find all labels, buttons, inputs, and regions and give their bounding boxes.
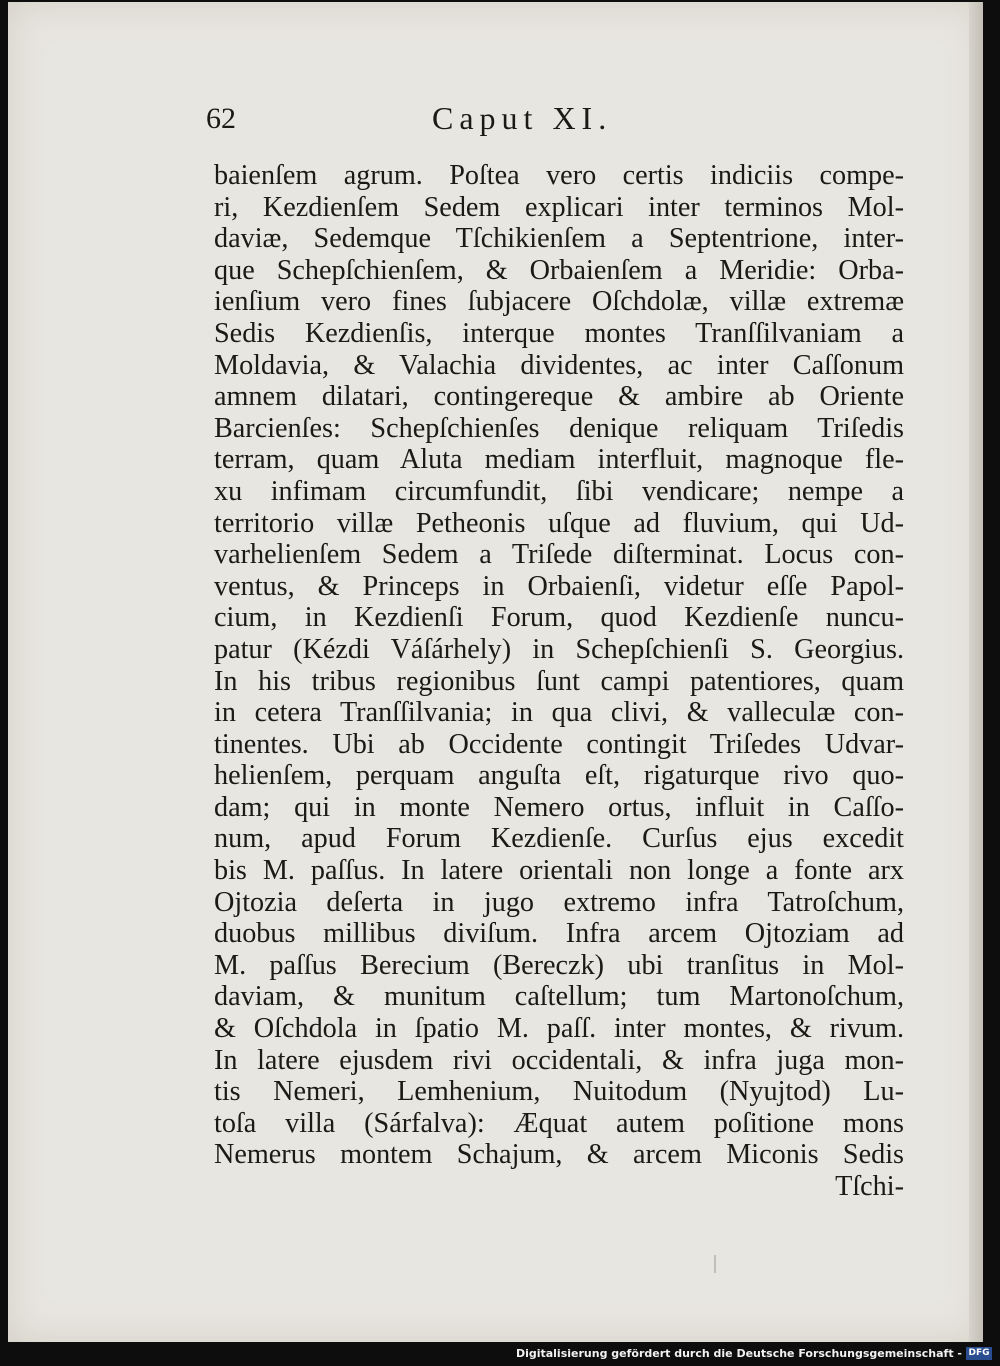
text-line: varhelienſem Sedem a Triſede diſterminat. Locus con- [214,539,904,571]
text-line: Nemerus montem Schajum, & arcem Miconis Sedis [214,1139,904,1171]
text-line: M. paſſus Berecium (Bereczk) ubi tranſitus in Mol- [214,949,904,981]
digitization-footer [0,1342,1000,1366]
text-line: tis Nemeri, Lemhenium, Nuitodum (Nyujtod) Lu- [214,1076,904,1108]
text-line: & Oſchdola in ſpatio M. paſſ. inter montes, & rivum. [214,1013,904,1045]
text-line: duobus millibus diviſum. Infra arcem Ojtoziam ad [214,918,904,950]
text-line: territorio villæ Petheonis uſque ad fluvium, qui Ud- [214,507,904,539]
text-line: bis M. paſſus. In latere orientali non longe a fonte arx [214,855,904,887]
text-line: Ojtozia deſerta in jugo extremo infra Tatroſchum, [214,886,904,918]
catchword: Tſchi- [835,1171,904,1202]
text-line: toſa villa (Sárfalva): Æquat autem poſitione mons [214,1107,904,1139]
text-line: helienſem, perquam anguſta eſt, rigaturque rivo quo- [214,760,904,792]
text-line: In his tribus regionibus ſunt campi patentiores, quam [214,665,904,697]
text-line: ienſium vero fines ſubjacere Oſchdolæ, villæ extremæ [214,286,904,318]
text-line: Barcienſes: Schepſchienſes denique reliquam Triſedis [214,412,904,444]
text-line: xu infimam circumfundit, ſibi vendicare; nempe a [214,475,904,507]
text-line: baienſem agrum. Poſtea vero certis indiciis compe- [214,160,904,191]
body-text [214,160,904,1203]
text-line: ri, Kezdienſem Sedem explicari inter terminos Mol- [214,191,904,223]
text-line: daviæ, Sedemque Tſchikienſem a Septentrione, inter- [214,223,904,255]
text-line: dam; qui in monte Nemero ortus, influit in Caſſo- [214,791,904,823]
text-line: terram, quam Aluta mediam interfluit, magnoque fle- [214,444,904,476]
text-line: que Schepſchienſem, & Orbaienſem a Meridie: Orba- [214,254,904,286]
text-line: num, apud Forum Kezdienſe. Curſus ejus excedit [214,823,904,855]
text-line: Moldavia, & Valachia dividentes, ac inter Caſſonum [214,349,904,381]
running-head [200,100,890,150]
page-edge [969,2,983,1342]
dfg-logo: DFG [966,1347,992,1360]
text-line: Sedis Kezdienſis, interque montes Tranſſilvaniam a [214,317,904,349]
text-line: ventus, & Princeps in Orbaienſi, videtur eſſe Papol- [214,570,904,602]
text-line: daviam, & munitum caſtellum; tum Martonoſchum, [214,981,904,1013]
text-line: patur (Kézdi Váſárhely) in Schepſchienſi S. Georgius. [214,633,904,665]
text-line: amnem dilatari, contingereque & ambire ab Oriente [214,381,904,413]
text-line: cium, in Kezdienſi Forum, quod Kezdienſe nuncu- [214,602,904,634]
chapter-title: Caput XI. [432,100,613,136]
page-number: 62 [206,102,236,135]
text-line: In latere ejusdem rivi occidentali, & infra juga mon- [214,1044,904,1076]
text-line: in cetera Tranſſilvania; in qua clivi, & valleculæ con- [214,697,904,729]
text-line: tinentes. Ubi ab Occidente contingit Triſedes Udvar- [214,728,904,760]
margin-mark [714,1255,716,1273]
funding-credit: Digitalisierung gefördert durch die Deutsche Forschungsgemeinschaft - [515,1347,962,1360]
